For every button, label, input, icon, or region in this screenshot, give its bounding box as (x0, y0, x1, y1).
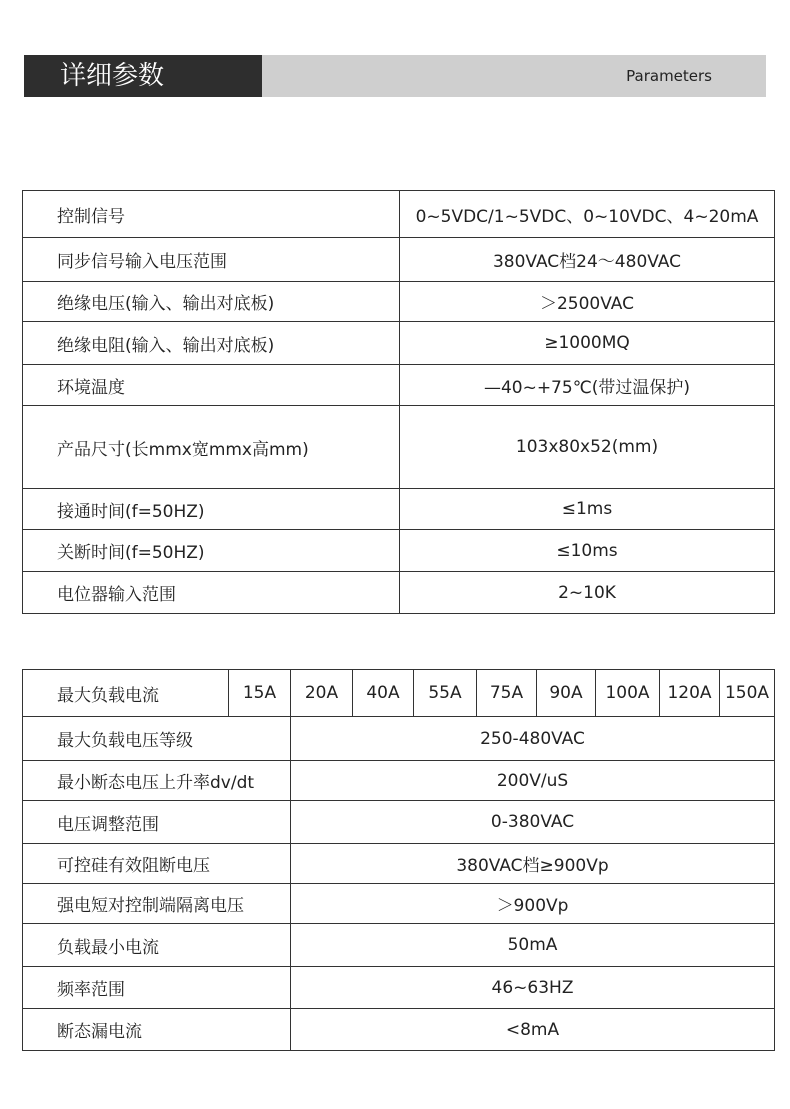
param-value: 2~10K (400, 572, 775, 614)
param-label: 可控硅有效阻断电压 (23, 844, 291, 884)
param-label: 控制信号 (23, 191, 400, 238)
param-label: 关断时间(f=50HZ) (23, 530, 400, 572)
table-row (23, 191, 775, 238)
table-row (23, 761, 775, 801)
table-row (23, 282, 775, 322)
param-label: 电压调整范围 (23, 801, 291, 844)
table-row (23, 489, 775, 530)
param-value: 0~5VDC/1~5VDC、0~10VDC、4~20mA (400, 191, 775, 238)
param-value: ＞2500VAC (400, 282, 775, 322)
table-row (23, 365, 775, 406)
table-row (23, 322, 775, 365)
param-value: 380VAC档24～480VAC (400, 238, 775, 282)
param-label: 最小断态电压上升率dv/dt (23, 761, 291, 801)
table-row (23, 530, 775, 572)
current-value: 100A (596, 670, 660, 717)
param-label: 接通时间(f=50HZ) (23, 489, 400, 530)
section-header (24, 55, 766, 97)
current-value: 90A (537, 670, 596, 717)
param-label: 最大负载电压等级 (23, 717, 291, 761)
param-label: 断态漏电流 (23, 1009, 291, 1051)
param-label: 环境温度 (23, 365, 400, 406)
table-row (23, 1009, 775, 1051)
table-row (23, 844, 775, 884)
current-label: 最大负载电流 (23, 670, 229, 717)
param-value: ≤10ms (400, 530, 775, 572)
param-label: 强电短对控制端隔离电压 (23, 884, 291, 924)
param-value: ≥1000MQ (400, 322, 775, 365)
current-value: 20A (291, 670, 353, 717)
param-value: ＞900Vp (291, 884, 775, 924)
table-row (23, 572, 775, 614)
param-label: 绝缘电压(输入、输出对底板) (23, 282, 400, 322)
parameters-table-1 (22, 190, 775, 614)
page-title: 详细参数 (60, 61, 165, 91)
param-value: ≤1ms (400, 489, 775, 530)
table-row (23, 238, 775, 282)
current-value: 55A (414, 670, 477, 717)
parameters-table-2 (22, 669, 775, 1051)
current-value: 120A (660, 670, 720, 717)
param-value: 50mA (291, 924, 775, 967)
param-value: —40~+75℃(带过温保护) (400, 365, 775, 406)
table-row (23, 924, 775, 967)
current-value: 75A (477, 670, 537, 717)
param-label: 同步信号输入电压范围 (23, 238, 400, 282)
table-row (23, 717, 775, 761)
param-label: 频率范围 (23, 967, 291, 1009)
param-label: 产品尺寸(长mmx宽mmx高mm) (23, 406, 400, 489)
param-label: 绝缘电阻(输入、输出对底板) (23, 322, 400, 365)
param-label: 负载最小电流 (23, 924, 291, 967)
param-value: <8mA (291, 1009, 775, 1051)
table-row (23, 801, 775, 844)
param-value: 103x80x52(mm) (400, 406, 775, 489)
param-value: 380VAC档≥900Vp (291, 844, 775, 884)
current-value: 150A (720, 670, 775, 717)
param-value: 46~63HZ (291, 967, 775, 1009)
table-row (23, 406, 775, 489)
current-value: 15A (229, 670, 291, 717)
current-value: 40A (353, 670, 414, 717)
table-row (23, 967, 775, 1009)
param-value: 0-380VAC (291, 801, 775, 844)
param-value: 250-480VAC (291, 717, 775, 761)
header-title-block (24, 55, 262, 97)
table-row (23, 884, 775, 924)
page-subtitle: Parameters (626, 67, 712, 85)
param-label: 电位器输入范围 (23, 572, 400, 614)
current-row (23, 670, 775, 717)
param-value: 200V/uS (291, 761, 775, 801)
